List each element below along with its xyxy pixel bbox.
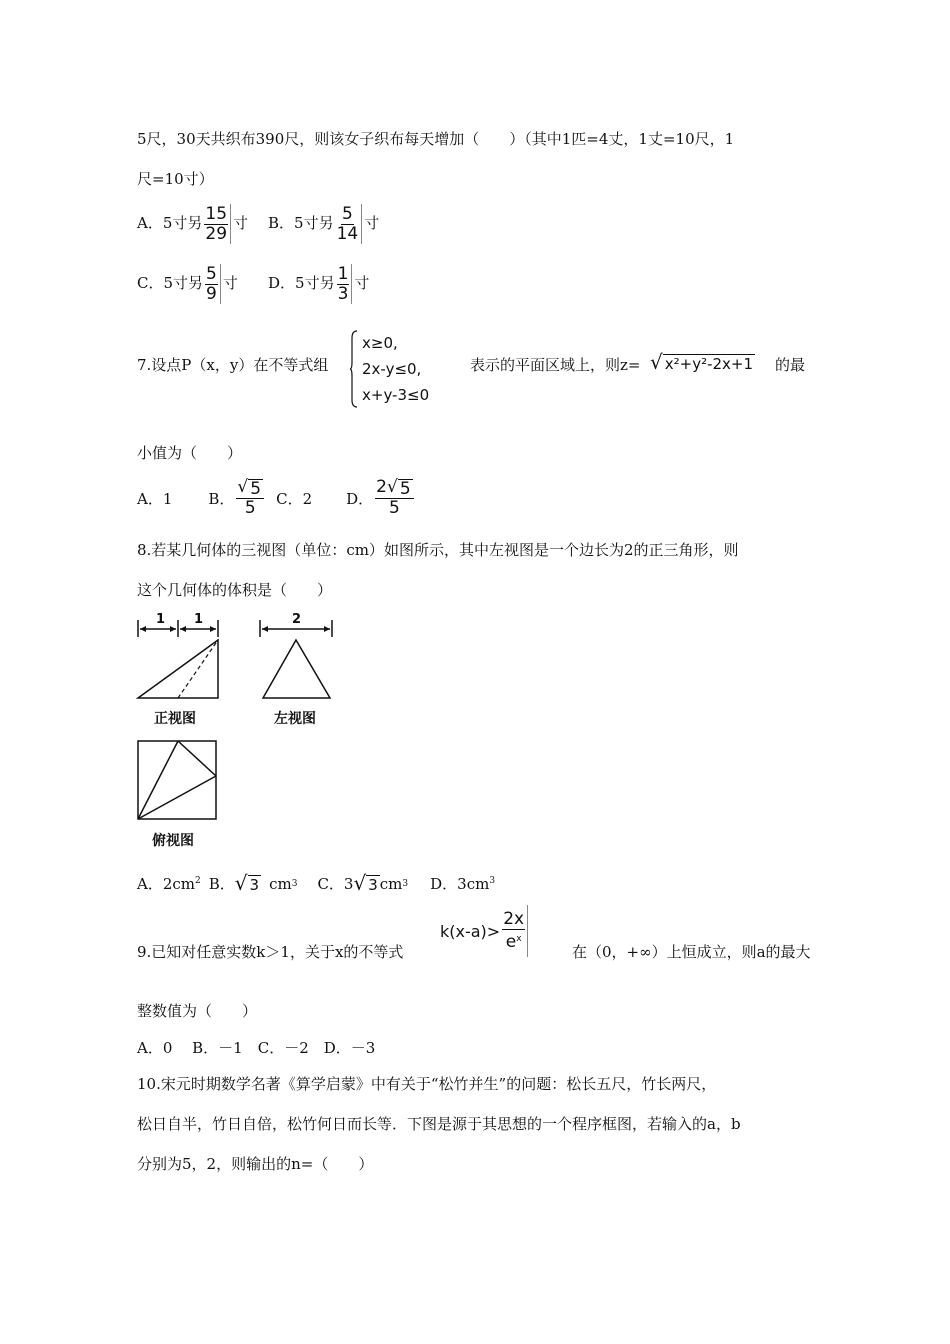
- q9-options[interactable]: A．0 B．－1 C．－2 D．－3: [137, 1039, 376, 1057]
- top-view-label: 俯视图: [152, 833, 194, 849]
- side-dim: 2: [292, 612, 302, 627]
- q8-option-a[interactable]: A．$2cm^2$: [137, 875, 201, 893]
- front-view-figure: [130, 612, 230, 704]
- option-label: C．5寸另: [137, 274, 204, 292]
- q10-line1: 10.宋元时期数学名著《算学启蒙》中有关于“松竹并生”的问题：松长五尺，竹长两尺，: [137, 1075, 717, 1093]
- fraction: $\frac{1}{3}$: [337, 263, 349, 304]
- fraction: $\frac{15}{29}$: [205, 203, 228, 244]
- q7-option-c[interactable]: C．2: [276, 489, 313, 508]
- divider: [351, 264, 352, 304]
- system-line-1: x≥0,: [362, 334, 398, 352]
- option-label: B．: [208, 489, 235, 508]
- system-line-2: 2x-y≤0,: [362, 360, 422, 378]
- top-view-figure: [130, 735, 225, 825]
- q6-line2: 尺=10寸）: [137, 170, 214, 188]
- q7-option-b[interactable]: [208, 478, 266, 518]
- q7-sqrt-expression: [650, 352, 755, 373]
- fraction: $\frac{5}{14}$: [336, 203, 359, 244]
- q10-line2: 松日自半，竹日自倍，松竹何日而长等．下图是源于其思想的一个程序框图，若输入的a，b: [137, 1115, 741, 1133]
- unit: 寸: [364, 214, 380, 232]
- system-line-3: x+y-3≤0: [362, 386, 430, 404]
- front-dim-2: 1: [194, 612, 204, 627]
- radical-icon: √: [353, 871, 367, 895]
- divider: [361, 204, 362, 244]
- fraction: $\frac{2x}{e^x}$: [503, 909, 525, 952]
- front-dim-1: 1: [156, 612, 166, 627]
- front-view-label: 正视图: [154, 711, 196, 727]
- q9-prefix: 9.已知对任意实数k＞1，关于x的不等式: [137, 943, 404, 961]
- q8-option-d[interactable]: D．$3cm^3$: [430, 875, 496, 893]
- radicand: x²+y²-2x+1: [664, 355, 754, 373]
- q6-option-a[interactable]: [137, 204, 248, 244]
- q6-option-c[interactable]: [137, 264, 238, 304]
- q8-option-b[interactable]: B． √ 3 cm 3: [208, 871, 298, 895]
- q7-option-d[interactable]: [346, 478, 416, 518]
- q8-option-c[interactable]: C．3 √ 3 cm 3: [317, 871, 409, 895]
- divider: [527, 905, 528, 957]
- ineq-left: k(x-a)>: [440, 921, 501, 941]
- q8-line2: 这个几何体的体积是（ ）: [137, 581, 333, 599]
- q7-prefix: 7.设点P（x，y）在不等式组: [137, 356, 329, 374]
- unit: 寸: [233, 214, 249, 232]
- option-label: D．: [346, 489, 374, 508]
- fraction: √ 5 5: [236, 478, 264, 518]
- q8-options: [137, 873, 495, 894]
- q9-suffix: 在（0，+∞）上恒成立，则a的最大: [572, 943, 811, 961]
- radical-icon: √: [234, 871, 248, 895]
- unit: 寸: [354, 274, 370, 292]
- side-view-label: 左视图: [274, 711, 316, 727]
- q7-middle: 表示的平面区域上，则z=: [470, 356, 641, 374]
- radical-icon: √: [650, 350, 663, 374]
- unit: 寸: [222, 274, 238, 292]
- q6-option-b[interactable]: [268, 204, 379, 244]
- q7-inequality-system: [350, 330, 450, 412]
- q7-options: [137, 478, 416, 518]
- option-label: A．5寸另: [137, 214, 203, 232]
- q6-option-d[interactable]: [268, 264, 369, 304]
- q9-line2: 整数值为（ ）: [137, 1002, 258, 1020]
- q10-line3: 分别为5，2，则输出的n=（ ）: [137, 1155, 374, 1173]
- option-label: D．5寸另: [268, 274, 335, 292]
- q7-suffix: 的最: [775, 356, 806, 374]
- divider: [230, 204, 231, 244]
- q8-line1: 8.若某几何体的三视图（单位：cm）如图所示，其中左视图是一个边长为2的正三角形，则: [137, 541, 739, 559]
- option-label: B．5寸另: [268, 214, 334, 232]
- q9-inequality: [440, 905, 530, 957]
- divider: [220, 264, 221, 304]
- q6-line1: 5尺，30天共织布390尺，则该女子织布每天增加（ ）（其中1匹=4丈，1丈=10尺，1: [137, 130, 735, 148]
- q7-option-a[interactable]: A．1: [137, 489, 173, 508]
- fraction: $\frac{5}{9}$: [206, 263, 217, 304]
- q7-line2: 小值为（ ）: [137, 444, 243, 462]
- fraction: 2 √ 5 5: [375, 478, 414, 518]
- brace-icon: [350, 330, 358, 408]
